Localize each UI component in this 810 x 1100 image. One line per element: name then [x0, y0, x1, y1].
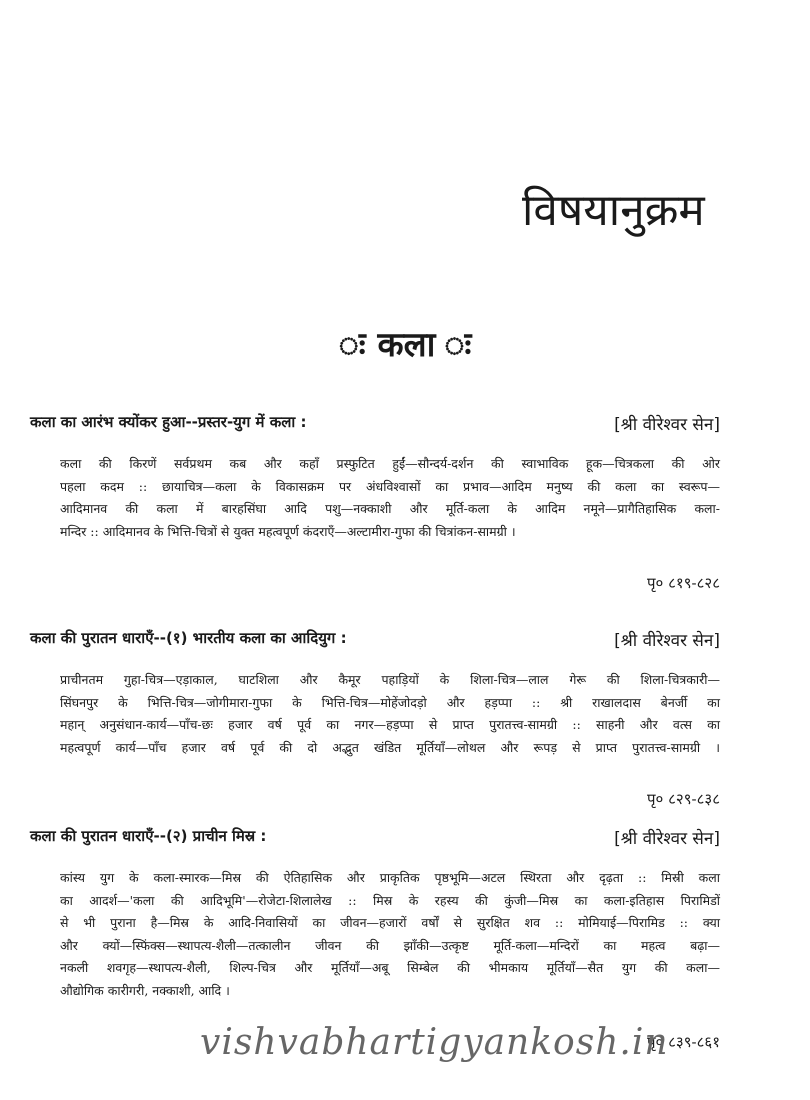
entry-heading: कला की पुरातन धाराएँ--(१) भारतीय कला का आदियुग :	[30, 629, 347, 647]
summary-line: से भी पुराना है—मिस्र के आदि-निवासियों का जीवन—हजारों वर्षों से सुरक्षित शव :: मोमियाई—पिरामिड :: क्या	[60, 915, 720, 930]
summary-line: मन्दिर :: आदिमानव के भित्ति-चित्रों से युक्त महत्वपूर्ण कंदराएँ—अल्टामीरा-गुफा की चित्रांकन-सामग्री ।	[60, 523, 516, 539]
summary-line: नकली शवगृह—स्थापत्य-शैली, शिल्प-चित्र और मूर्तियाँ—अबू सिम्बेल की भीमकाय मूर्तियाँ—सैत युग की कला—	[60, 960, 720, 975]
page-range: पृ० ८३९-८६१	[647, 1033, 720, 1051]
summary-line: सिंघनपुर के भित्ति-चित्र—जोगीमारा-गुफा के भित्ति-चित्र—मोहेंजोदड़ो और हड़प्पा :: श्री राखालदास बेनर्जी का	[60, 694, 720, 710]
summary-line: और क्यों—स्फिंक्स—स्थापत्य-शैली—तत्कालीन जीवन की झाँकी—उत्कृष्ट मूर्ति-कला—मन्दिरों का महत्व बढ़ा—	[60, 937, 720, 953]
summary-line: महान् अनुसंधान-कार्य—पाँच-छः हजार वर्ष पूर्व का नगर—हड़प्पा से प्राप्त पुरातत्त्व-सामग्री :: साहनी और वत्स का	[60, 717, 720, 732]
summary-line: आदिमानव की कला में बारहसिंघा आदि पशु—नक्काशी और मूर्ति-कला के आदिम नमूने—प्रागैतिहासिक कला-	[60, 501, 720, 516]
entry-summary	[60, 453, 720, 543]
entry-heading: कला का आरंभ क्योंकर हुआ--प्रस्तर-युग में कला :	[30, 413, 307, 431]
summary-line: प्राचीनतम गुहा-चित्र—एड़ाकाल, घाटशिला और कैमूर पहाड़ियों के शिला-चित्र—लाल गेरू की शिला-चित्रकारी—	[60, 672, 720, 687]
entry-author: [श्री वीरेश्वर सेन]	[614, 631, 720, 651]
summary-line: का आदर्श—'कला की आदिभूमि'—रोजेटा-शिलालेख :: मिस्र के रहस्य की कुंजी—मिस्र का कला-इतिहास पिरामिडों	[60, 892, 720, 908]
watermark: vishvabhartigyankosh.in	[200, 1022, 669, 1063]
section-heading: ः कला ः	[338, 325, 472, 365]
summary-line: पहला कदम :: छायाचित्र—कला के विकासक्रम पर अंधविश्वासों का प्रभाव—आदिम मनुष्य की कला का स्वरूप—	[60, 478, 720, 494]
entry-summary	[60, 669, 720, 759]
toc-entry	[30, 628, 720, 809]
summary-line: कला की किरणें सर्वप्रथम कब और कहाँ प्रस्फुटित हुईं—सौन्दर्य-दर्शन की स्वाभाविक हूक—चित्रकला की ओर	[60, 456, 720, 471]
page-range: पृ० ८२९-८३८	[647, 790, 720, 808]
entry-summary	[60, 867, 720, 1002]
page-range: पृ० ८१९-८२८	[647, 574, 720, 592]
summary-line: महत्वपूर्ण कार्य—पाँच हजार वर्ष पूर्व की दो अद्भुत खंडित मूर्तियाँ—लोथल और रूपड़ से प्राप्त पुरातत्त्व-सामग्री ।	[60, 739, 720, 755]
entry-author: [श्री वीरेश्वर सेन]	[614, 829, 720, 849]
entry-author: [श्री वीरेश्वर सेन]	[614, 415, 720, 435]
summary-line: कांस्य युग के कला-स्मारक—मिस्र की ऐतिहासिक और प्राकृतिक पृष्ठभूमि—अटल स्थिरता और दृढ़ता :: मिस्री कला	[60, 870, 720, 885]
summary-line: औद्योगिक कारीगरी, नक्काशी, आदि ।	[60, 982, 230, 998]
toc-entry	[30, 826, 720, 1052]
toc-entry	[30, 412, 720, 593]
page-title: विषयानुक्रम	[522, 185, 705, 236]
entry-heading: कला की पुरातन धाराएँ--(२) प्राचीन मिस्र :	[30, 827, 267, 845]
